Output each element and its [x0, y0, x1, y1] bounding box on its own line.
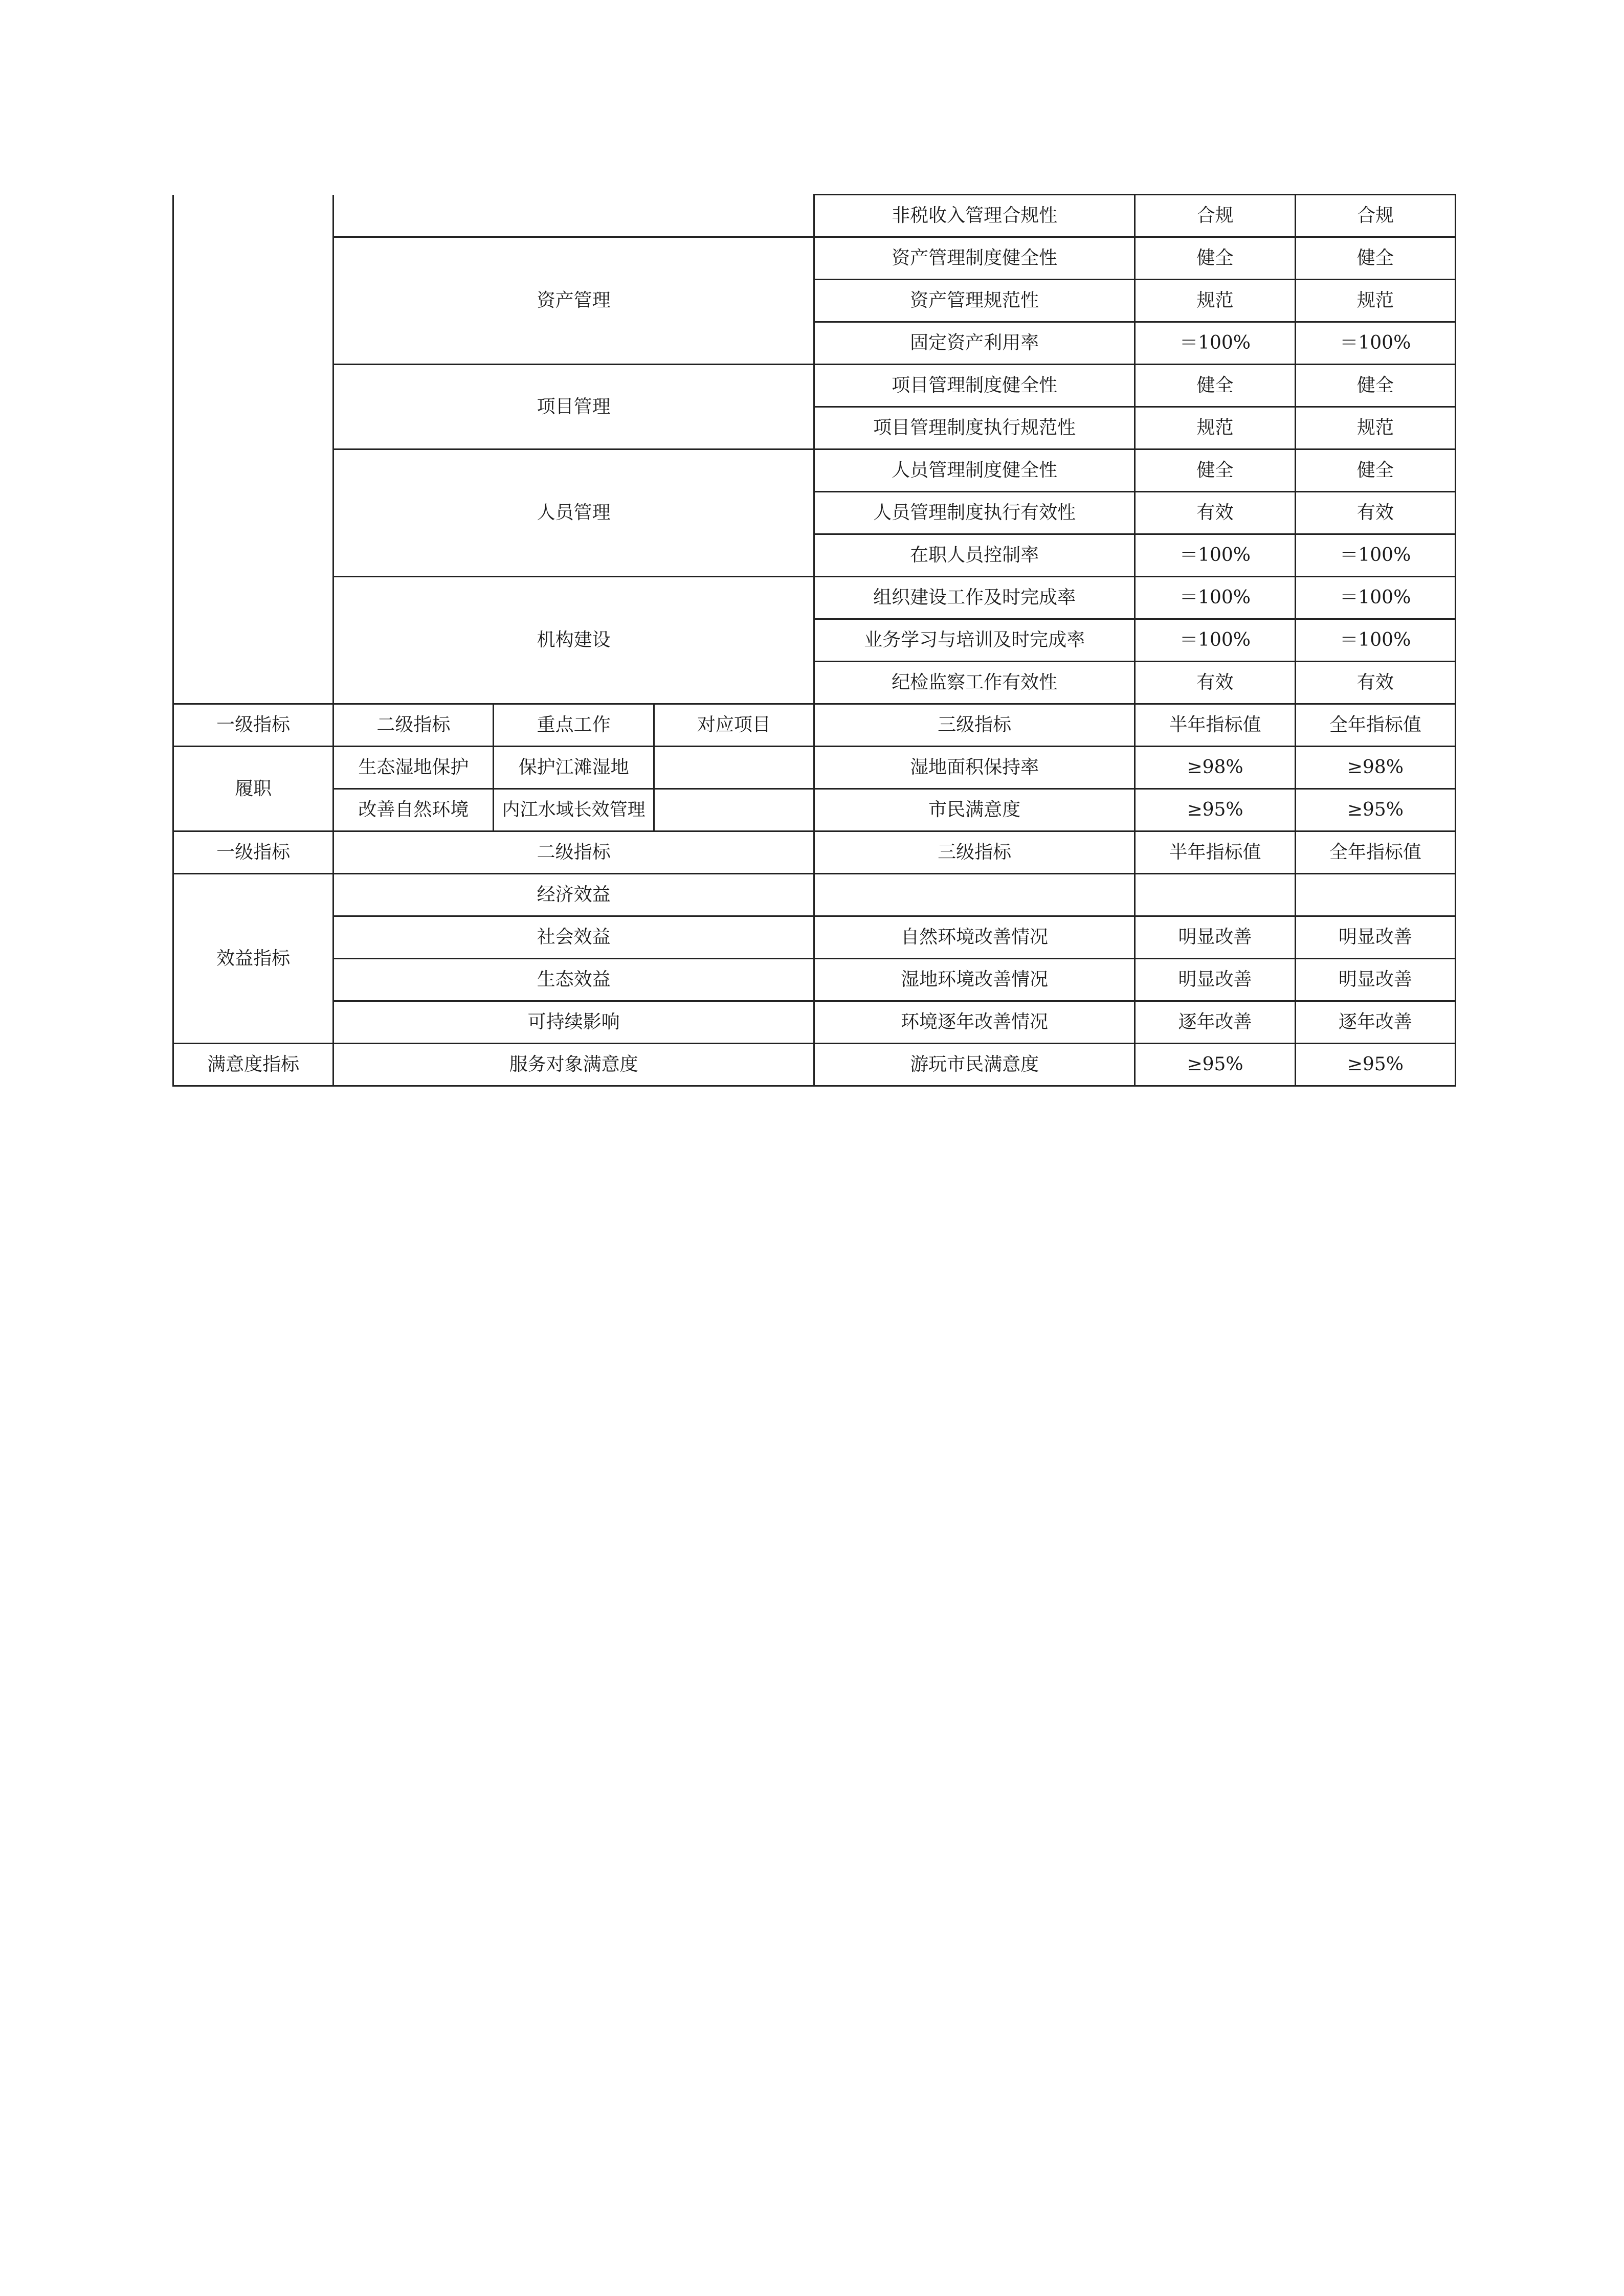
half-year-value: ＝100% — [1135, 577, 1295, 619]
table-row — [173, 577, 1456, 619]
half-year-value: ＝100% — [1135, 322, 1295, 365]
half-year-value: ≥95% — [1135, 1044, 1295, 1086]
half-year-value: 有效 — [1135, 662, 1295, 704]
level2-cell: 机构建设 — [333, 577, 814, 704]
half-year-value: 明显改善 — [1135, 916, 1295, 959]
level2-cell: 社会效益 — [333, 916, 814, 959]
table-row — [173, 237, 1456, 280]
level3-cell: 资产管理制度健全性 — [814, 237, 1135, 280]
full-year-value: ≥95% — [1295, 789, 1455, 831]
header-level1: 一级指标 — [173, 831, 333, 874]
full-year-value: 规范 — [1295, 280, 1455, 322]
header-full-year: 全年指标值 — [1295, 831, 1455, 874]
level3-cell: 纪检监察工作有效性 — [814, 662, 1135, 704]
header-level3: 三级指标 — [814, 831, 1135, 874]
level1-cell: 效益指标 — [173, 874, 333, 1044]
header-level3: 三级指标 — [814, 704, 1135, 747]
table-row — [173, 1044, 1456, 1086]
level2-cell: 改善自然环境 — [333, 789, 494, 831]
half-year-value: ＝100% — [1135, 619, 1295, 662]
header-level2: 二级指标 — [333, 831, 814, 874]
header-project: 对应项目 — [654, 704, 814, 747]
level3-cell: 资产管理规范性 — [814, 280, 1135, 322]
level3-cell: 人员管理制度健全性 — [814, 449, 1135, 492]
full-year-value: 健全 — [1295, 365, 1455, 407]
full-year-value: ＝100% — [1295, 322, 1455, 365]
table-row — [173, 449, 1456, 492]
half-year-value: ＝100% — [1135, 534, 1295, 577]
full-year-value: 明显改善 — [1295, 959, 1455, 1001]
table-header-row — [173, 704, 1456, 747]
table-row — [173, 874, 1456, 916]
level2-cell: 生态湿地保护 — [333, 747, 494, 789]
level1-cell: 履职 — [173, 747, 333, 831]
full-year-value: 明显改善 — [1295, 916, 1455, 959]
table-row — [173, 916, 1456, 959]
table-row — [173, 959, 1456, 1001]
half-year-value: 规范 — [1135, 407, 1295, 449]
table-row — [173, 789, 1456, 831]
level2-cell: 经济效益 — [333, 874, 814, 916]
table-header-row — [173, 831, 1456, 874]
level3-cell: 固定资产利用率 — [814, 322, 1135, 365]
half-year-value: 规范 — [1135, 280, 1295, 322]
full-year-value: ≥95% — [1295, 1044, 1455, 1086]
header-full-year: 全年指标值 — [1295, 704, 1455, 747]
level3-cell: 游玩市民满意度 — [814, 1044, 1135, 1086]
level3-cell: 人员管理制度执行有效性 — [814, 492, 1135, 534]
full-year-value: 规范 — [1295, 407, 1455, 449]
half-year-value — [1135, 874, 1295, 916]
full-year-value: 逐年改善 — [1295, 1001, 1455, 1044]
full-year-value: ＝100% — [1295, 577, 1455, 619]
level2-cell: 项目管理 — [333, 365, 814, 449]
half-year-value: 明显改善 — [1135, 959, 1295, 1001]
project-cell — [654, 789, 814, 831]
table-row — [173, 1001, 1456, 1044]
level3-cell: 湿地面积保持率 — [814, 747, 1135, 789]
half-year-value: 健全 — [1135, 365, 1295, 407]
level1-cell: 满意度指标 — [173, 1044, 333, 1086]
full-year-value: 有效 — [1295, 492, 1455, 534]
performance-indicator-table — [172, 194, 1456, 1087]
full-year-value — [1295, 874, 1455, 916]
level3-cell: 项目管理制度健全性 — [814, 365, 1135, 407]
level3-cell: 市民满意度 — [814, 789, 1135, 831]
full-year-value: 健全 — [1295, 237, 1455, 280]
level3-cell: 项目管理制度执行规范性 — [814, 407, 1135, 449]
level3-cell — [814, 874, 1135, 916]
key-work-cell: 保护江滩湿地 — [494, 747, 654, 789]
half-year-value: 合规 — [1135, 195, 1295, 237]
level2-cell: 人员管理 — [333, 449, 814, 577]
header-level1: 一级指标 — [173, 704, 333, 747]
half-year-value: 健全 — [1135, 237, 1295, 280]
table-row — [173, 747, 1456, 789]
full-year-value: ＝100% — [1295, 619, 1455, 662]
full-year-value: ≥98% — [1295, 747, 1455, 789]
half-year-value: 健全 — [1135, 449, 1295, 492]
level3-cell: 自然环境改善情况 — [814, 916, 1135, 959]
level1-cell-continued — [173, 195, 333, 704]
full-year-value: 合规 — [1295, 195, 1455, 237]
half-year-value: ≥95% — [1135, 789, 1295, 831]
table-row — [173, 365, 1456, 407]
full-year-value: 健全 — [1295, 449, 1455, 492]
level2-cell: 可持续影响 — [333, 1001, 814, 1044]
level2-cell: 生态效益 — [333, 959, 814, 1001]
header-half-year: 半年指标值 — [1135, 831, 1295, 874]
level2-cell-continued — [333, 195, 814, 237]
level2-cell: 资产管理 — [333, 237, 814, 365]
half-year-value: 有效 — [1135, 492, 1295, 534]
project-cell — [654, 747, 814, 789]
table-row — [173, 195, 1456, 237]
full-year-value: ＝100% — [1295, 534, 1455, 577]
header-level2: 二级指标 — [333, 704, 494, 747]
level2-cell: 服务对象满意度 — [333, 1044, 814, 1086]
header-half-year: 半年指标值 — [1135, 704, 1295, 747]
level3-cell: 业务学习与培训及时完成率 — [814, 619, 1135, 662]
half-year-value: ≥98% — [1135, 747, 1295, 789]
level3-cell: 环境逐年改善情况 — [814, 1001, 1135, 1044]
level3-cell: 组织建设工作及时完成率 — [814, 577, 1135, 619]
level3-cell: 非税收入管理合规性 — [814, 195, 1135, 237]
level3-cell: 湿地环境改善情况 — [814, 959, 1135, 1001]
header-key-work: 重点工作 — [494, 704, 654, 747]
key-work-cell: 内江水域长效管理 — [494, 789, 654, 831]
half-year-value: 逐年改善 — [1135, 1001, 1295, 1044]
full-year-value: 有效 — [1295, 662, 1455, 704]
level3-cell: 在职人员控制率 — [814, 534, 1135, 577]
